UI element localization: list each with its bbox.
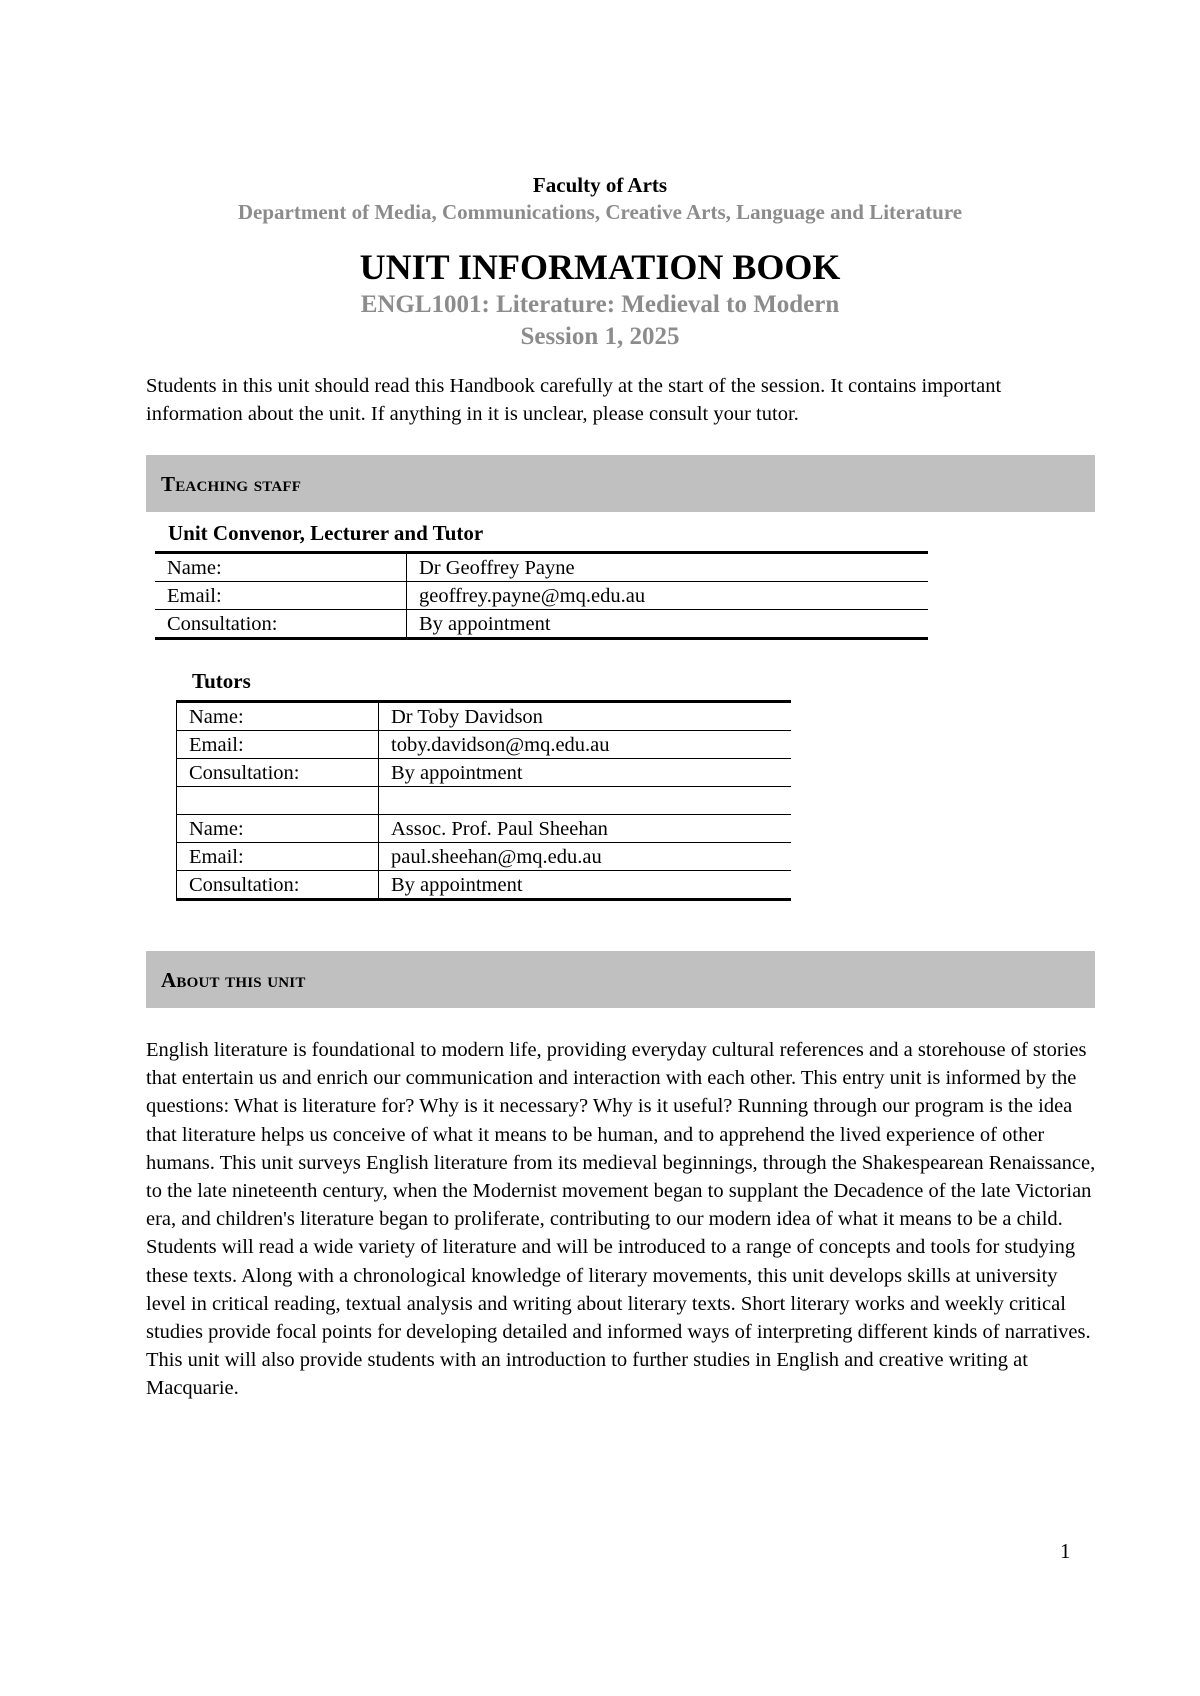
tutor-email-link[interactable]: toby.davidson@mq.edu.au	[379, 731, 792, 759]
row-label	[177, 787, 379, 815]
row-label: Name:	[177, 702, 379, 731]
table-row	[155, 582, 928, 610]
table-row	[155, 553, 928, 582]
department-name: Department of Media, Communications, Creative Arts, Language and Literature	[237, 200, 963, 224]
table-row-spacer	[177, 787, 792, 815]
row-label: Email:	[155, 582, 407, 610]
convenor-name: Dr Geoffrey Payne	[407, 553, 929, 582]
teaching-staff-heading: Teaching staff	[161, 472, 302, 496]
row-value	[379, 787, 792, 815]
about-unit-paragraph: English literature is foundational to modern life, providing everyday cultural references and a storehouse of stories that entertain us and enrich our communication and interaction with each other. This entry unit is informed by the questions: What is literature for? Why is it necessary? Why is it useful? Running through our program is the idea that literature helps us conceive of what it means to be human, and to apprehend the lived experience of other humans. This unit surveys English literature from its medieval beginnings, through the Shakespearean Renaissance, to the late nineteenth century, when the Modernist movement began to supplant the Decadence of the late Victorian era, and children's literature began to proliferate, contributing to our modern idea of what it means to be a child. Students will read a wide variety of literature and will be introduced to a range of concepts and tools for studying these texts. Along with a chronological knowledge of literary movements, this unit develops skills at university level in critical reading, textual analysis and writing about literary texts. Short literary works and weekly critical studies provide focal points for developing detailed and informed ways of interpreting different kinds of narratives. This unit will also provide students with an introduction to further studies in English and creative writing at Macquarie.	[146, 1039, 1096, 1400]
row-label: Email:	[177, 843, 379, 871]
tutor-name: Assoc. Prof. Paul Sheehan	[379, 815, 792, 843]
row-label: Consultation:	[177, 759, 379, 787]
session-label: Session 1, 2025	[520, 323, 680, 350]
teaching-staff-section-header	[146, 455, 1095, 512]
about-unit-heading: About this unit	[161, 968, 306, 992]
tutor-email-link[interactable]: paul.sheehan@mq.edu.au	[379, 843, 792, 871]
row-label: Consultation:	[155, 610, 407, 639]
table-row	[177, 815, 792, 843]
table-row	[177, 871, 792, 900]
convenor-email-link[interactable]: geoffrey.payne@mq.edu.au	[407, 582, 929, 610]
row-label: Name:	[177, 815, 379, 843]
convenor-consultation: By appointment	[407, 610, 929, 639]
unit-code-title: ENGL1001: Literature: Medieval to Modern	[360, 291, 840, 318]
convenor-table-caption: Unit Convenor, Lecturer and Tutor	[168, 521, 484, 545]
intro-paragraph: Students in this unit should read this Handbook carefully at the start of the session. It contains important information about the unit. If anything in it is unclear, please consult your tutor.	[146, 375, 1002, 425]
table-row	[177, 702, 792, 731]
convenor-table	[155, 551, 928, 640]
table-row	[155, 610, 928, 639]
table-row	[177, 759, 792, 787]
tutor-consultation: By appointment	[379, 759, 792, 787]
row-label: Email:	[177, 731, 379, 759]
tutor-consultation: By appointment	[379, 871, 792, 900]
tutor-name: Dr Toby Davidson	[379, 702, 792, 731]
tutors-table-caption: Tutors	[192, 669, 251, 693]
table-row	[177, 731, 792, 759]
table-row	[177, 843, 792, 871]
faculty-name: Faculty of Arts	[532, 173, 668, 197]
row-label: Name:	[155, 553, 407, 582]
about-unit-section-header	[146, 951, 1095, 1008]
page-number: 1	[1060, 1539, 1071, 1563]
tutors-table	[176, 700, 791, 901]
document-title: UNIT INFORMATION BOOK	[359, 247, 841, 287]
row-label: Consultation:	[177, 871, 379, 900]
